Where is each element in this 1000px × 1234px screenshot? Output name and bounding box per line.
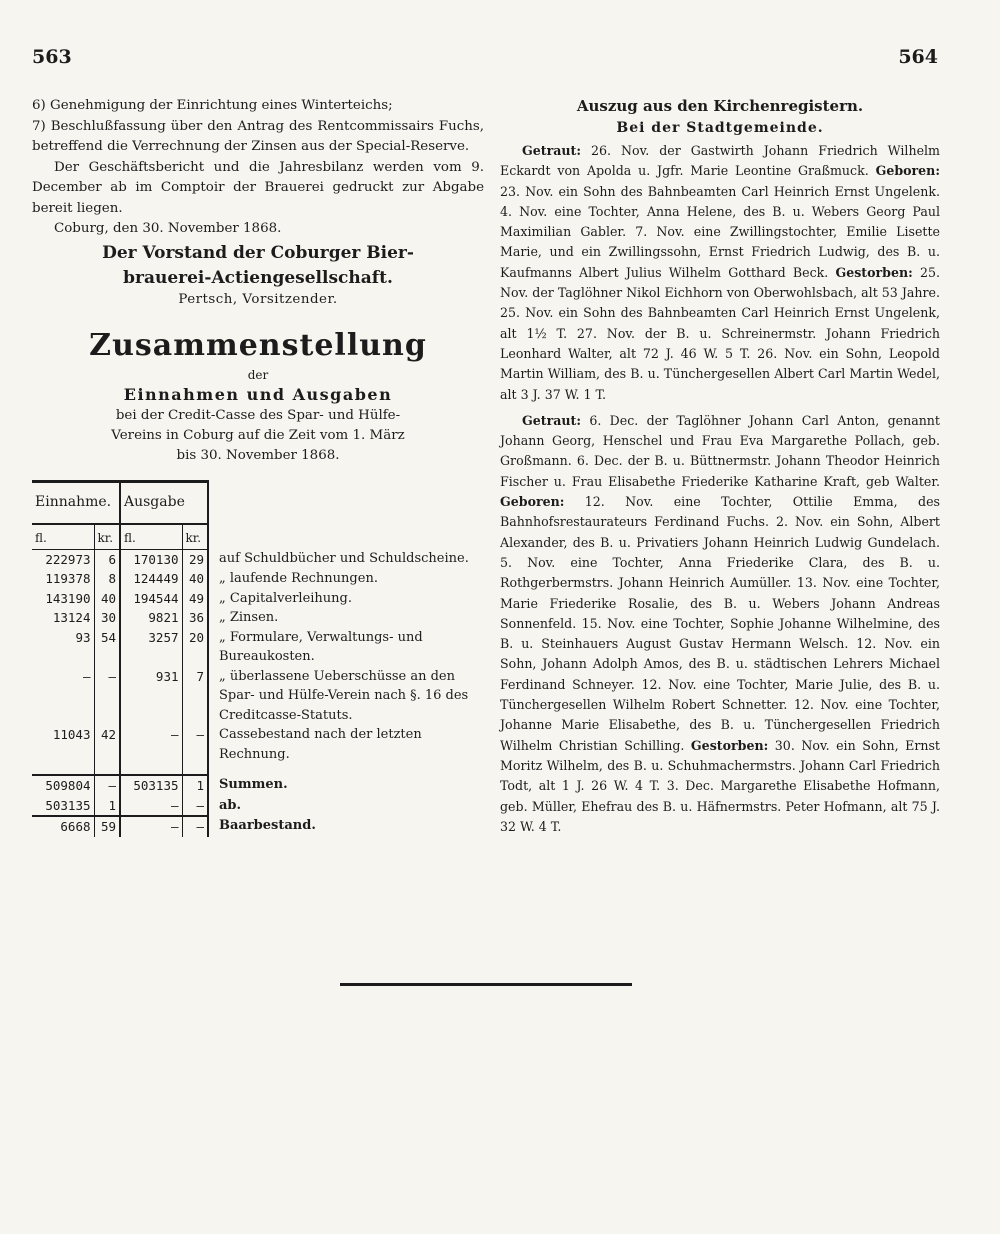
label-geboren-1: Geboren:: [875, 163, 940, 179]
label-getraut-1: Getraut:: [522, 143, 582, 158]
expense-kr-cell: 29: [182, 549, 208, 569]
minus-in-kr: 1: [94, 796, 120, 817]
parish-subheading: Bei der Stadtgemeinde.: [616, 120, 824, 136]
ledger-header-row: [32, 482, 484, 525]
section-rule: [340, 983, 632, 986]
expense-kr-cell: 49: [182, 589, 208, 609]
expense-fl-cell: 124449: [120, 569, 182, 589]
ledger-row: [32, 569, 484, 589]
expense-fl-cell: 170130: [120, 549, 182, 569]
label-getraut-2: Getraut:: [522, 412, 582, 428]
income-kr-cell: 54: [94, 628, 120, 667]
income-fl-cell: 119378: [32, 569, 94, 589]
church-register-heading: Auszug aus den Kirchenregistern.: [576, 97, 864, 115]
minus-out-kr: —: [182, 796, 208, 817]
ledger-row: [32, 608, 484, 628]
income-kr-cell: —: [94, 667, 120, 726]
ledger-row: [32, 589, 484, 609]
expense-fl-cell: 3257: [120, 628, 182, 667]
row-description: „ Formulare, Verwaltungs- und Bureaukosten.: [219, 629, 423, 664]
balance-out-kr: —: [182, 816, 208, 837]
row-description: „ überlassene Ueberschüsse an den Spar- und Hülfe-Verein nach §. 16 des Creditcasse-Statuts.: [219, 668, 469, 723]
income-kr-cell: 8: [94, 569, 120, 589]
page-number-right: 564: [898, 46, 938, 68]
unit-fl-expense: fl.: [120, 524, 182, 549]
income-fl-cell: 11043: [32, 725, 94, 764]
ledger-minus-row: [32, 796, 484, 817]
table-subtitle-line-2: Vereins in Coburg auf die Zeit vom 1. März: [111, 428, 405, 443]
ledger-body: [32, 549, 484, 775]
row-description: „ Zinsen.: [219, 610, 279, 625]
agenda-item-7: 7) Beschlußfassung über den Antrag des Rentcommissairs Fuchs, betreffend die Verrechnung der Zinsen aus der Special-Reserve.: [32, 118, 484, 154]
deaths-1: 25. Nov. der Taglöhner Nikol Eichhorn von Oberwohlsbach, alt 53 Jahre. 25. Nov. ein Sohn des Bahnbeamten Carl Heinrich Ernst Ungelenk, alt 1½ T. 27. Nov. der B. u. Schreinermstr. Johann Friedrich Leonhard Walter, alt 72 J. 46 W. 5 T. 26. Nov. ein Sohn, Leopold Martin William, des B. u. Tünchergesellen Albert Carl Martin Wedel, alt 3 J. 37 W. 1 T.: [500, 264, 940, 402]
register-paragraph-1: [500, 141, 940, 405]
table-subtitle: Einnahmen und Ausgaben: [123, 385, 393, 404]
income-fl-cell: 143190: [32, 589, 94, 609]
ledger-table: [32, 480, 484, 837]
marriages-1: 26. Nov. der Gastwirth Johann Friedrich Wilhelm Eckardt von Apolda u. Jgfr. Marie Leontine Graßmuck.: [500, 143, 940, 179]
unit-kr-income: kr.: [94, 524, 120, 549]
signature-title-line-2: brauerei-Actiengesellschaft.: [123, 267, 393, 288]
expense-fl-cell: 9821: [120, 608, 182, 628]
births-1: 23. Nov. ein Sohn des Bahnbeamten Carl Heinrich Ernst Ungelenk. 4. Nov. eine Tochter, Anna Helene, des B. u. Webers Georg Paul Maximilian Gabler. 7. Nov. eine Zwillingstochter, Emilie Lisette Marie, und ein Zwillingssohn, Ernst Friedrich Ludwig, des B. u. Kaufmanns Albert Julius Wilhelm Gotthard Beck.: [500, 183, 940, 280]
col-header-income: Einnahme.: [32, 482, 120, 525]
deaths-2: 30. Nov. ein Sohn, Ernst Moritz Wilhelm, des B. u. Schuhmachermstrs. Johann Carl Friedrich Todt, alt 1 J. 26 W. 4 T. 3. Dec. Margarethe Elisabethe Hofmann, geb. Müller, Ehefrau des B. u. Häfnermstrs. Peter Hofmann, alt 75 J. 32 W. 4 T.: [500, 737, 940, 834]
minus-in-fl: 503135: [32, 796, 94, 817]
row-description: „ laufende Rechnungen.: [219, 571, 378, 586]
sum-in-kr: —: [94, 775, 120, 796]
ledger-spacer-row: [32, 764, 484, 775]
place-date: Coburg, den 30. November 1868.: [54, 221, 282, 236]
minus-out-fl: —: [120, 796, 182, 817]
table-title-der: der: [247, 368, 269, 382]
expense-kr-cell: 7: [182, 667, 208, 726]
income-fl-cell: 93: [32, 628, 94, 667]
expense-fl-cell: 931: [120, 667, 182, 726]
unit-fl-income: fl.: [32, 524, 94, 549]
expense-kr-cell: 36: [182, 608, 208, 628]
ledger-units-row: [32, 524, 484, 549]
balance-in-fl: 6668: [32, 816, 94, 837]
signature-name: Pertsch, Vorsitzender.: [178, 291, 338, 307]
ledger-row: [32, 628, 484, 667]
expense-kr-cell: 20: [182, 628, 208, 667]
income-kr-cell: 42: [94, 725, 120, 764]
ledger-row: [32, 549, 484, 569]
income-kr-cell: 30: [94, 608, 120, 628]
sum-out-fl: 503135: [120, 775, 182, 796]
signature-title-line-1: Der Vorstand der Coburger Bier-: [102, 242, 414, 263]
minus-desc: ab.: [219, 797, 242, 813]
row-description: „ Capitalverleihung.: [219, 590, 353, 606]
right-column: [500, 96, 940, 837]
table-subtitle-line-1: bei der Credit-Casse des Spar- und Hülfe-: [115, 408, 401, 423]
label-geboren-2: Geboren:: [500, 494, 565, 510]
sum-out-kr: 1: [182, 775, 208, 796]
agenda-item-6: 6) Genehmigung der Einrichtung eines Winterteichs;: [32, 98, 393, 113]
table-subtitle-line-3: bis 30. November 1868.: [176, 448, 340, 463]
expense-kr-cell: —: [182, 725, 208, 764]
balance-in-kr: 59: [94, 816, 120, 837]
income-fl-cell: —: [32, 667, 94, 726]
expense-kr-cell: 40: [182, 569, 208, 589]
ledger-row: [32, 667, 484, 726]
marriages-2: 6. Dec. der Taglöhner Johann Carl Anton, genannt Johann Georg, Henschel und Frau Eva Margarethe Pollach, geb. Großmann. 6. Dec. der B. u. Büttnermstr. Johann Theodor Heinrich Fischer u. Frau Elisabethe Friederike Katharine Kraft, geb Walter.: [500, 412, 940, 489]
expense-fl-cell: —: [120, 725, 182, 764]
left-column: [32, 96, 484, 837]
ledger-balance-row: [32, 816, 484, 837]
row-description: Cassebestand nach der letzten Rechnung.: [219, 727, 422, 762]
income-kr-cell: 40: [94, 589, 120, 609]
births-2: 12. Nov. eine Tochter, Ottilie Emma, des Bahnhofsrestaurateurs Ferdinand Fuchs. 2. Nov. ein Sohn, Albert Alexander, des B. u. Privatiers Johann Heinrich Ludwig Gundelach. 5. Nov. eine Tochter, Anna Friederike Clara, des B. u. Rothgerbermstrs. Johann Heinrich Aumüller. 13. Nov. eine Tochter, Marie Friederike Rosalie, des B. u. Webers Johann Andreas Sonnenfeld. 15. Nov. eine Tochter, Sophie Johanne Wilhelmine, des B. u. Steinhauers August Gustav Hermann Welsch. 12. Nov. ein Sohn, Johann Adolph Amos, des B. u. städtischen Lehrers Michael Ferdinand Schneyer. 12. Nov. eine Tochter, Marie Julie, des B. u. Tünchergesellen Wilhelm Robert Schnetter. 12. Nov. eine Tochter, Johanne Marie Elisabethe, des B. u. Tünchergesellen Friedrich Wilhelm Christian Schilling.: [500, 494, 940, 753]
income-fl-cell: 222973: [32, 549, 94, 569]
label-gestorben-2: Gestorben:: [690, 737, 769, 753]
expense-fl-cell: 194544: [120, 589, 182, 609]
balance-desc: Baarbestand.: [219, 818, 316, 833]
register-paragraph-2: [500, 411, 940, 837]
unit-kr-expense: kr.: [182, 524, 208, 549]
ledger-row: [32, 725, 484, 764]
income-fl-cell: 13124: [32, 608, 94, 628]
row-description: auf Schuldbücher und Schuldscheine.: [219, 551, 469, 566]
label-gestorben-1: Gestorben:: [835, 264, 913, 280]
table-title: Zusammenstellung: [89, 328, 427, 363]
col-header-expense: Ausgabe: [120, 482, 208, 525]
ledger-sum-row: [32, 775, 484, 796]
income-kr-cell: 6: [94, 549, 120, 569]
sum-desc: Summen.: [219, 777, 288, 792]
balance-out-fl: —: [120, 816, 182, 837]
sum-in-fl: 509804: [32, 775, 94, 796]
page-number-left: 563: [32, 46, 72, 68]
report-note: Der Geschäftsbericht und die Jahresbilanz werden vom 9. December ab im Comptoir der Brauerei gedruckt zur Abgabe bereit liegen.: [32, 159, 484, 216]
